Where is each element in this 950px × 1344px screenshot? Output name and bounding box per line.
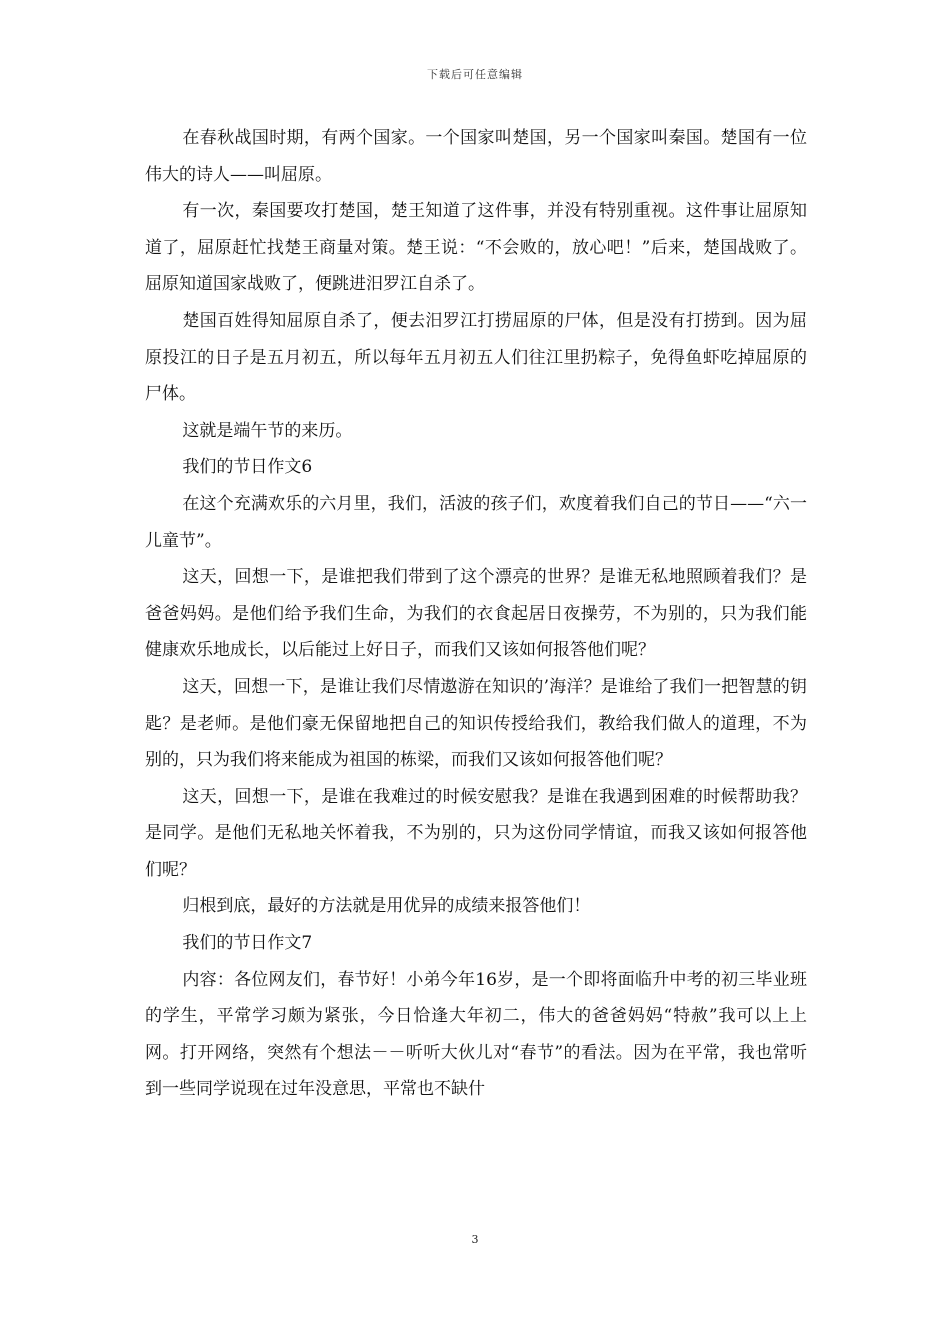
- paragraph-12: 内容：各位网友们，春节好！小弟今年16岁，是一个即将面临升中考的初三毕业班的学生，平常学习颇为紧张，今日恰逢大年初二，伟大的爸爸妈妈“特赦”我可以上上网。打开网络，突然有个想法－－听听大伙儿对“春节”的看法。因为在平常，我也常听到一些同学说现在过年没意思，平常也不缺什: [145, 969, 807, 1100]
- paragraph-8: 这天，回想一下，是谁让我们尽情遨游在知识的’海洋？是谁给了我们一把智慧的钥匙？是老师。是他们豪无保留地把自己的知识传授给我们，教给我们做人的道理，不为别的，只为我们将来能成为祖国的栋梁，而我们又该如何报答他们呢？: [145, 676, 807, 771]
- paragraph-6: 在这个充满欢乐的六月里，我们，活波的孩子们，欢度着我们自己的节日——“六一儿童节”。: [145, 493, 807, 551]
- section-heading-6: 我们的节日作文6: [182, 457, 313, 478]
- paragraph-7: 这天，回想一下，是谁把我们带到了这个漂亮的世界？是谁无私地照顾着我们？是爸爸妈妈。是他们给予我们生命，为我们的衣食起居日夜操劳，不为别的，只为我们能健康欢乐地成长，以后能过上好日子，而我们又该如何报答他们呢？: [145, 567, 807, 661]
- section-heading-7: 我们的节日作文7: [182, 933, 313, 954]
- page-number: 3: [471, 1233, 479, 1246]
- document-body: [145, 120, 807, 1108]
- paragraph-2: 有一次，秦国要攻打楚国，楚王知道了这件事，并没有特别重视。这件事让屈原知道了，屈原赶忙找楚王商量对策。楚王说：“不会败的，放心吧！”后来，楚国战败了。屈原知道国家战败了，便跳进汨罗江自杀了。: [145, 201, 807, 295]
- paragraph-9: 这天，回想一下，是谁在我难过的时候安慰我？是谁在我遇到困难的时候帮助我？是同学。是他们无私地关怀着我，不为别的，只为这份同学情谊，而我又该如何报答他们呢？: [145, 786, 807, 880]
- paragraph-4: 这就是端午节的来历。: [182, 420, 353, 441]
- paragraph-1: 在春秋战国时期，有两个国家。一个国家叫楚国，另一个国家叫秦国。楚国有一位伟大的诗人——叫屈原。: [145, 128, 807, 185]
- paragraph-3: 楚国百姓得知屈原自杀了，便去汨罗江打捞屈原的尸体，但是没有打捞到。因为屈原投江的日子是五月初五，所以每年五月初五人们往江里扔粽子，免得鱼虾吃掉屈原的尸体。: [145, 310, 807, 405]
- paragraph-10: 归根到底，最好的方法就是用优异的成绩来报答他们！: [182, 896, 591, 917]
- page-header: 下载后可任意编辑: [427, 68, 523, 81]
